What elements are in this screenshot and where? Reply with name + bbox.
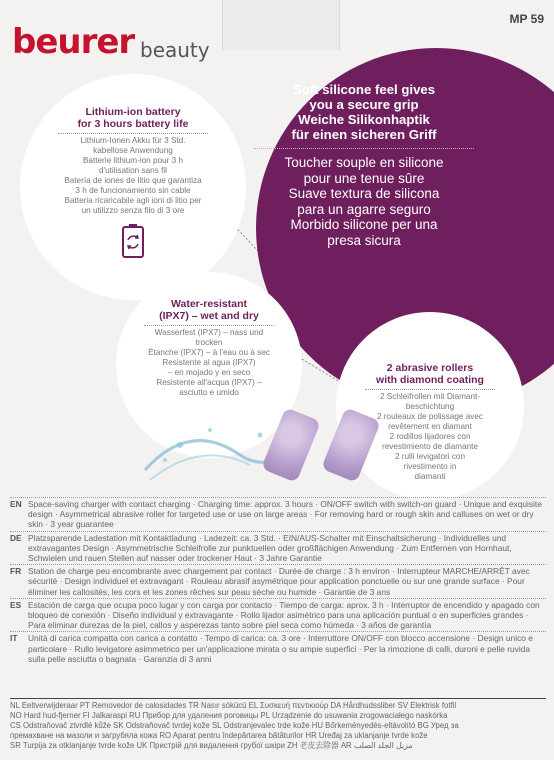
rollers-text-5: 2 rodillos lijadores con — [389, 432, 471, 441]
rollers-title-2: with diamond coating — [376, 374, 484, 386]
divider — [58, 133, 208, 134]
battery-text-8: un utilizzo senza filo di 3 ore — [81, 206, 185, 215]
product-name-translations — [10, 698, 546, 751]
silicone-text-3: Suave textura de silicona — [288, 186, 440, 201]
brand-logo: beurer — [12, 22, 135, 62]
water-text-2: trocken — [195, 338, 223, 347]
rollers-title-1: 2 abrasive rollers — [386, 362, 474, 374]
translation-line: SR Turpija za otklanjanje tvrde kože UK Пристрій для видалення грубої шкіри ZH 老皮去除器 AR مزيل الجلد الصلب — [10, 741, 413, 750]
feature-row-it — [10, 631, 546, 665]
silicone-text-4: para un agarre seguro — [297, 201, 431, 217]
silicone-text-6: presa sicura — [327, 232, 401, 248]
translation-line: NO Hard hud-fjerner FI Jalkaraspi RU Прибор для удаления роговицы PL Urządzenie do usuwania zrogowaciałego naskórka — [10, 711, 448, 720]
rollers-text-2: beschichtung — [405, 402, 455, 411]
battery-text-6: 3 h de funcionamiento sin cable — [75, 186, 191, 195]
silicone-text-1: Toucher souple en silicone — [284, 155, 444, 170]
silicone-text-2: pour une tenue sûre — [303, 170, 425, 186]
feature-text: Station de charge peu encombrante avec chargement par contact · Durée de charge : 3 h environ · Interrupteur MARCHE/ARRÊT avec sécurité · Design individuel et extravagant · Rouleau abrasif asymétrique pour application ponctuelle ou sur une grande surface · Pour éliminer les callosités, les cors et les zones rêches sur peau sèche ou humide · Garantie de 3 ans — [28, 566, 530, 597]
water-text-1: Wasserfest (IPX7) – nass und — [154, 328, 264, 337]
language-code: IT — [10, 633, 18, 644]
language-code: EN — [10, 499, 22, 509]
water-title-1: Water-resistant — [170, 298, 248, 310]
water-text-3: Étanche (IPX7) – à l'eau ou à sec — [148, 348, 270, 357]
rollers-feature-circle — [336, 312, 524, 500]
battery-text-5: Batería de iones de litio que garantiza — [64, 176, 202, 185]
model-number: MP 59 — [509, 12, 544, 26]
water-text-6: Resistente all'acqua (IPX7) – — [156, 378, 262, 387]
language-code: ES — [10, 599, 22, 610]
silicone-text-5: Morbido silicone per una — [290, 217, 438, 232]
battery-title-1: Lithium-ion battery — [85, 106, 181, 118]
divider — [254, 148, 474, 149]
battery-text-2: kabellose Anwendung — [93, 146, 173, 155]
rollers-text-7: 2 rulli levigatori con — [394, 452, 466, 461]
feature-text: Platzsparende Ladestation mit Kontaktladung · Ladezeit: ca. 3 Std. · EIN/AUS-Schalter mit Einschaltsicherung · Individuelles und extravagantes Design · Asymmetrische Schleifrolle zur punktuellen oder großflächigen Anwendung · Zum Entfernen von Hornhaut, Schwielen und rauen Stellen auf nasser oder trockener Haut · 3 Jahre Garantie — [28, 532, 512, 564]
rollers-text-1: 2 Schleifrollen mit Diamant- — [379, 392, 481, 401]
silicone-title-2: you a secure grip — [309, 97, 419, 112]
divider — [144, 325, 274, 326]
language-code: FR — [10, 566, 22, 577]
battery-title-2: for 3 hours battery life — [77, 118, 189, 130]
feature-row-en — [10, 497, 546, 531]
silicone-title-1: Soft silicone feel gives — [292, 82, 436, 97]
battery-icon — [116, 222, 150, 260]
rollers-text-6: revestimiento de diamante — [381, 442, 479, 451]
feature-row-fr — [10, 564, 546, 598]
silicone-title-3: Weiche Silikonhaptik — [298, 112, 430, 127]
rollers-text-8: rivestimento in — [403, 462, 457, 471]
feature-list — [10, 497, 546, 665]
feature-row-de — [10, 531, 546, 565]
divider — [365, 389, 495, 390]
feature-text: Unità di carica compatta con carica a contatto · Tempo di carica: ca. 3 ore · Interruttore ON/OFF con blocco accensione · Design unico e particolare · Rullo levigatore asimmetrico per un'applicazione mirata o su ampie superfici · Per la rimozione di calli, duroni e pelle ruvida sulla pelle asciutta o bagnata · Garanzia di 3 anni — [28, 633, 533, 664]
rollers-text-9: diamanti — [414, 472, 446, 481]
rollers-text-4: revêtement en diamant — [388, 422, 472, 431]
language-code: DE — [10, 532, 22, 543]
translation-line: NL Eeltverwijderaar PT Removedor de calosidades TR Nasır sökücü EL Συσκευή πεντικιούρ DA Hårdhudssliber SV Elektrisk fotfil — [10, 701, 457, 710]
silicone-title-4: für einen sicheren Griff — [291, 127, 437, 142]
feature-text: Estación de carga que ocupa poco lugar y con carga por contacto · Tiempo de carga: aprox. 3 h · Interruptor de encendido y apagado con bloqueo de conexión · Diseño individual y extravagante · Rollo lijador asimétrico para una aplicación puntual o en superficies grandes · Para eliminar durezas de la piel, callos y asperezas tanto sobre piel seca como húmeda · 3 años de garantía — [28, 599, 540, 631]
battery-feature-circle — [20, 74, 246, 300]
translation-line: CS Odstraňovač ztvrdlé kůže SK Odstraňovač tvrdej kože SL Odstranjevalec trde kože HU Bőrkeményedés-eltávolító BG Уред за — [10, 721, 459, 730]
battery-text-4: d'utilisation sans fil — [98, 166, 167, 175]
translation-line: премахване на мазоли и загрубяла кожа RO Aparat pentru îndepărtarea bătăturilor HR Uređaj za uklanjanje tvrde kože — [10, 731, 428, 740]
feature-text: Space-saving charger with contact charging · Charging time: approx. 3 hours · ON/OFF switch with switch-on guard · Unique and exquisite design · Asymmetrical abrasive roller for targeted use or use on large areas · For removing hard or rough skin and calluses on wet or dry skin · 3 year guarantee — [28, 499, 542, 530]
rollers-text-3: 2 rouleaux de polissage avec — [376, 412, 484, 421]
water-title-2: (IPX7) – wet and dry — [159, 310, 259, 322]
battery-text-3: Batterie lithium-ion pour 3 h — [82, 156, 184, 165]
water-text-4: Resistente al agua (IPX7) — [162, 358, 256, 367]
water-text-7: asciutto e umido — [179, 388, 239, 397]
water-text-5: – en mojado y en seco — [167, 368, 251, 377]
brand-subtitle: beauty — [140, 38, 210, 62]
battery-text-1: Lithium-Ionen Akku für 3 Std. — [80, 136, 186, 145]
battery-text-7: Batteria ricaricabile agli ioni di litio per — [64, 196, 202, 205]
feature-row-es — [10, 598, 546, 632]
